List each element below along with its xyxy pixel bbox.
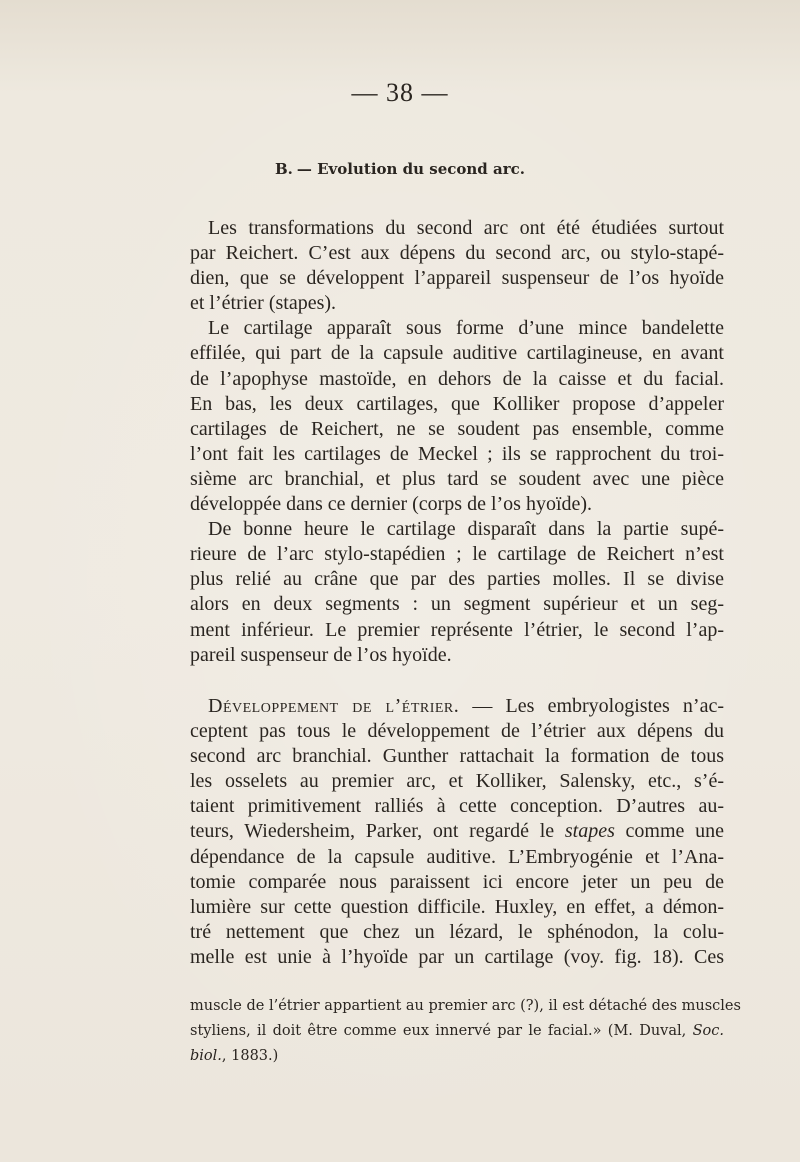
text-line: l’ont fait les cartilages de Meckel ; ils se rapprochent du troi-	[190, 442, 724, 465]
italic-term: stapes	[564, 820, 615, 843]
text-line: lumière sur cette question difficile. Huxley, en effet, a démon-	[190, 895, 724, 918]
main-text-block	[190, 216, 724, 668]
text-line: second arc branchial. Gunther rattachait la formation de tous	[190, 745, 724, 768]
section-heading-prefix: B.	[275, 160, 293, 178]
text-line: alors en deux segments : un segment supérieur et un seg-	[190, 593, 724, 616]
text-line: les osselets au premier arc, et Kolliker, Salensky, etc., s’é-	[190, 770, 724, 793]
text-line: plus relié au crâne que par des parties molles. Il se divise	[190, 568, 724, 591]
italic-citation: biol.	[190, 1048, 222, 1064]
text-line	[190, 694, 724, 719]
text-line: développée dans ce dernier (corps de l’os hyoïde).	[190, 493, 593, 516]
text-line: rieure de l’arc stylo-stapédien ; le cartilage de Reichert n’est	[190, 543, 724, 566]
text-line: taient primitivement ralliés à cette conception. D’autres au-	[190, 795, 724, 818]
text-line: tomie comparée nous paraissent ici encore jeter un peu de	[190, 870, 724, 893]
text-fragment: styliens, il doit être comme eux innervé par le facial.» (M. Duval,	[190, 1023, 693, 1039]
text-line: sième arc branchial, et plus tard se soudent avec une pièce	[190, 467, 724, 490]
subsection-heading: Développement de l’étrier.	[208, 695, 460, 717]
text-line: pareil suspenseur de l’os hyoïde.	[190, 643, 452, 666]
text-line: par Reichert. C’est aux dépens du second arc, ou stylo-stapé-	[190, 242, 724, 265]
text-line: Les transformations du second arc ont été étudiées surtout	[208, 217, 724, 239]
footnote	[190, 994, 741, 1069]
text-line: dépendance de la capsule auditive. L’Embryogénie et l’Ana-	[190, 845, 724, 868]
italic-citation: Soc.	[692, 1023, 724, 1039]
text-line: melle est unie à l’hyoïde par un cartilage (voy. fig. 18). Ces	[190, 945, 724, 968]
text-line: Le cartilage apparaît sous forme d’une mince bandelette	[208, 317, 724, 340]
section-heading	[0, 160, 800, 178]
text-fragment: — Les embryologistes n’ac-	[459, 695, 724, 717]
section-heading-title: — Evolution du second arc.	[296, 160, 525, 178]
footnote-line	[190, 1044, 724, 1069]
text-line: tré nettement que chez un lézard, le sphénodon, la colu-	[190, 920, 724, 943]
text-fragment: teurs, Wiedersheim, Parker, ont regardé le	[190, 820, 565, 843]
footnote-line: muscle de l’étrier appartient au premier arc (?), il est détaché des muscles	[190, 998, 741, 1014]
text-line: En bas, les deux cartilages, que Kolliker propose d’appeler	[190, 392, 724, 415]
text-fragment: , 1883.)	[221, 1048, 279, 1064]
text-fragment: comme une	[614, 820, 724, 843]
text-line: De bonne heure le cartilage disparaît dans la partie supé-	[208, 518, 724, 541]
text-line: de l’apophyse mastoïde, en dehors de la caisse et du facial.	[190, 367, 724, 390]
text-line: ment inférieur. Le premier représente l’étrier, le second l’ap-	[190, 618, 724, 641]
text-line: et l’étrier (stapes).	[190, 292, 337, 315]
text-line: ceptent pas tous le développement de l’étrier aux dépens du	[190, 720, 724, 743]
text-line	[190, 819, 724, 844]
text-line: effilée, qui part de la capsule auditive cartilagineuse, en avant	[190, 342, 724, 365]
footnote-line	[190, 1019, 724, 1044]
stapes-development-block	[190, 694, 724, 970]
page-number: — 38 —	[351, 78, 449, 107]
text-line: dien, que se développent l’appareil suspenseur de l’os hyoïde	[190, 267, 724, 290]
text-line: cartilages de Reichert, ne se soudent pas ensemble, comme	[190, 417, 724, 440]
